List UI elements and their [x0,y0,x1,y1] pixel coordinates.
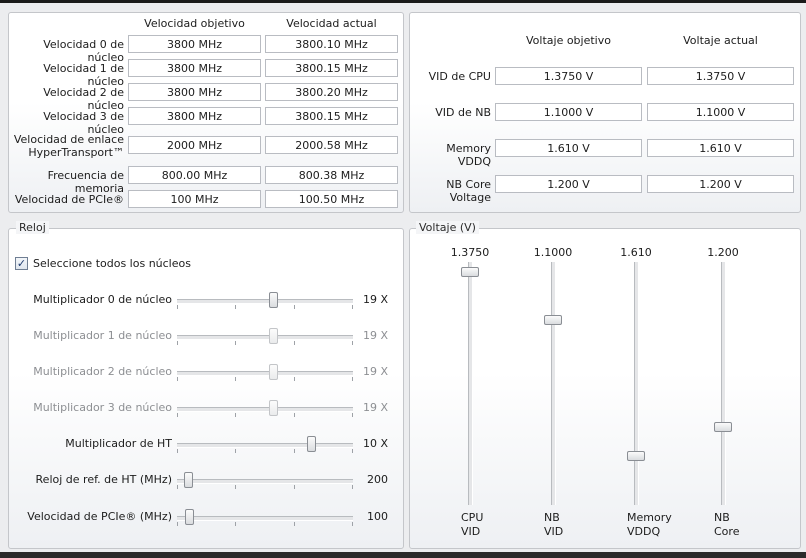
speed-row-label: Velocidad 1 de núcleo [43,62,124,88]
voltage-slider-label [544,511,563,539]
voltage-slider-value: 1.1000 [533,246,573,259]
clock-slider-label: Multiplicador 0 de núcleo [33,293,172,306]
speed-target-field: 2000 MHz [128,136,261,154]
clock-slider-value: 19 X [362,329,388,342]
clock-slider-tick [235,341,236,345]
voltage-actual-field: 1.3750 V [647,67,794,85]
clock-slider-track [177,335,353,340]
clock-slider-tick [235,449,236,453]
voltage-actual-field: 1.610 V [647,139,794,157]
clock-slider-thumb[interactable] [269,292,278,308]
clock-slider-track[interactable] [177,299,353,304]
clock-slider-tick [294,305,295,309]
voltage-actual-field: 1.200 V [647,175,794,193]
speed-actual-field: 3800.20 MHz [265,83,398,101]
clock-slider-track[interactable] [177,516,353,521]
clock-slider-tick [294,377,295,381]
voltage-target-field: 1.3750 V [495,67,642,85]
clock-slider-value: 19 X [362,293,388,306]
speed-actual-field: 2000.58 MHz [265,136,398,154]
voltage-row-label: Memory VDDQ [446,142,491,168]
clock-slider-thumb [269,400,278,416]
voltage-slider-value: 1.3750 [450,246,490,259]
voltage-row-label: NB Core Voltage [446,178,491,204]
select-all-cores-checkbox[interactable]: ✓ [16,257,27,270]
voltage-slider-value: 1.200 [707,246,739,259]
clock-slider-tick [177,413,178,417]
voltage-slider-label-line2: Core [714,525,740,538]
voltage-row-label: VID de CPU [428,70,491,83]
speed-row-label: Frecuencia de memoria [47,169,124,195]
clock-slider-tick [294,485,295,489]
voltage-slider-label-line2: VDDQ [627,525,661,538]
clock-slider-thumb[interactable] [184,472,193,488]
speed-target-field: 3800 MHz [128,35,261,53]
speed-target-field: 100 MHz [128,190,261,208]
voltage-slider-thumb[interactable] [461,267,479,277]
voltage-actual-field: 1.1000 V [647,103,794,121]
clock-slider-tick [177,449,178,453]
clock-slider-thumb [269,328,278,344]
clock-slider-value: 100 [367,510,388,523]
voltage-slider-label-line1: NB [544,511,560,524]
clock-panel [8,228,404,549]
clock-slider-thumb[interactable] [185,509,194,525]
clock-slider-tick [235,522,236,526]
clock-slider-tick [235,485,236,489]
speed-row-label: Velocidad 0 de núcleo [43,38,124,64]
voltage-target-field: 1.1000 V [495,103,642,121]
speed-target-field: 3800 MHz [128,83,261,101]
voltage-target-header: Voltaje objetivo [526,34,611,47]
speed-actual-header: Velocidad actual [286,17,377,30]
voltage-slider-label-line2: VID [544,525,564,538]
voltage-slider-track[interactable] [551,262,556,505]
clock-slider-tick [294,449,295,453]
clock-slider-label: Multiplicador 2 de núcleo [33,365,172,378]
voltage-slider-track[interactable] [468,262,473,505]
speed-target-field: 3800 MHz [128,59,261,77]
clock-slider-label: Multiplicador 3 de núcleo [33,401,172,414]
speed-target-header: Velocidad objetivo [144,17,245,30]
voltage-row-label: VID de NB [435,106,491,119]
clock-slider-value: 19 X [362,401,388,414]
voltage-actual-header: Voltaje actual [683,34,758,47]
clock-slider-tick [177,305,178,309]
select-all-cores-label: Seleccione todos los núcleos [33,257,191,270]
clock-slider-track[interactable] [177,443,353,448]
window-bottom-edge [0,552,806,558]
clock-slider-tick [177,377,178,381]
voltage-slider-label [627,511,672,539]
clock-slider-tick [294,413,295,417]
voltage-slider-label-line2: VID [461,525,481,538]
clock-slider-tick [294,341,295,345]
clock-slider-track [177,407,353,412]
voltage-slider-label-line1: NB [714,511,730,524]
window-top-edge [0,0,806,3]
voltage-slider-label-line1: CPU [461,511,484,524]
clock-slider-tick [294,522,295,526]
speed-row-label-line2: HyperTransport™ [28,146,124,159]
clock-slider-track[interactable] [177,479,353,484]
speed-target-field: 3800 MHz [128,107,261,125]
clock-slider-value: 200 [367,473,388,486]
speed-actual-field: 3800.15 MHz [265,59,398,77]
clock-slider-tick [177,341,178,345]
clock-slider-tick [235,305,236,309]
voltage-target-field: 1.610 V [495,139,642,157]
speed-actual-field: 100.50 MHz [265,190,398,208]
clock-slider-label: Velocidad de PCIe® (MHz) [27,510,172,523]
clock-slider-tick [235,413,236,417]
clock-slider-thumb [269,364,278,380]
speed-row-label [10,133,124,159]
clock-slider-value: 19 X [362,365,388,378]
voltage-slider-value: 1.610 [620,246,652,259]
voltage-slider-thumb[interactable] [544,315,562,325]
voltage-slider-track[interactable] [634,262,639,505]
voltage-slider-label-line1: Memory [627,511,672,524]
clock-slider-tick [177,522,178,526]
voltage-slider-label [714,511,739,539]
speed-row-label: Velocidad 3 de núcleo [43,110,124,136]
voltage-slider-track[interactable] [721,262,726,505]
speed-row-label: Velocidad 2 de núcleo [43,86,124,112]
voltage-slider-thumb[interactable] [627,451,645,461]
voltage-slider-label [461,511,483,539]
clock-slider-value: 10 X [362,437,388,450]
voltage-slider-thumb[interactable] [714,422,732,432]
clock-slider-label: Reloj de ref. de HT (MHz) [35,473,172,486]
clock-slider-thumb[interactable] [307,436,316,452]
clock-slider-tick [177,485,178,489]
speed-actual-field: 800.38 MHz [265,166,398,184]
clock-slider-track [177,371,353,376]
voltage-target-field: 1.200 V [495,175,642,193]
speed-row-label: Velocidad de PCIe® [14,193,124,206]
clock-slider-tick [235,377,236,381]
clock-slider-label: Multiplicador 1 de núcleo [33,329,172,342]
clock-panel-title: Reloj [16,221,49,234]
speed-target-field: 800.00 MHz [128,166,261,184]
speed-row-label-line1: Velocidad de enlace [13,133,124,146]
speed-actual-field: 3800.10 MHz [265,35,398,53]
voltage-sliders-title: Voltaje (V) [416,221,479,234]
clock-slider-label: Multiplicador de HT [65,437,172,450]
speed-actual-field: 3800.15 MHz [265,107,398,125]
